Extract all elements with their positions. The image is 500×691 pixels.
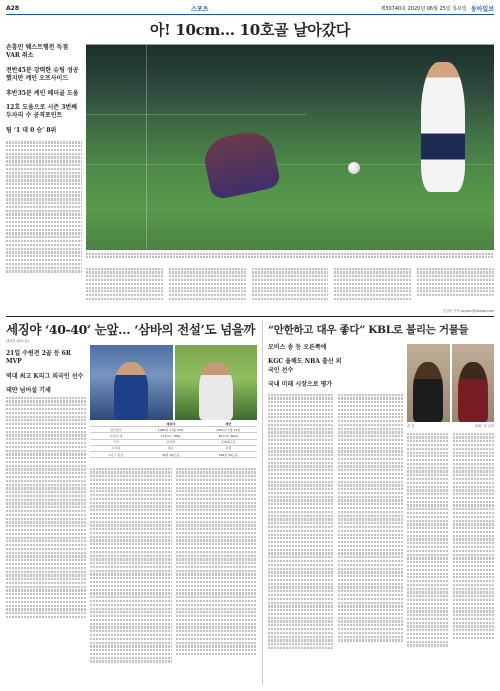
story3-deck-2: KGC 올해도 NBA 출신 외국인 선수 — [268, 358, 342, 374]
table-row: K리그 통산 40골 30도움 189골 45도움 — [90, 452, 257, 458]
story1-body-left — [6, 141, 82, 272]
story1-deck-5: 팀 ‘1 대 0 승’ 8위 — [6, 126, 57, 134]
story2-body-columns — [90, 466, 257, 676]
story1-photo-caption — [86, 252, 494, 260]
masthead-right — [380, 4, 494, 13]
section-divider — [6, 316, 494, 317]
table-row: 국적 브라질 몬테네그로 — [90, 440, 257, 446]
caption-left: 숀 롱 — [407, 424, 415, 428]
player-photo-clark — [452, 344, 495, 422]
story3-decks — [268, 344, 346, 396]
story3-body-columns-right — [407, 431, 494, 671]
player-photo-long — [407, 344, 450, 422]
soccer-ball — [348, 162, 360, 174]
issue-meta: 제30740호 2020년 06월 25일 목요일 — [380, 5, 467, 12]
story1-deck-2: 전반45분 강력한 슈팅 성공했지만 케인 오프사이드 — [6, 66, 79, 83]
top-rule — [6, 14, 494, 15]
striker-figure — [421, 62, 465, 192]
story3-body-columns — [268, 392, 403, 691]
newspaper-logo: 동아일보 — [470, 5, 494, 13]
player-photo-cesinha — [90, 345, 173, 420]
story2-deck-1: 21일 수원전 2골 등 6R MVP — [6, 350, 71, 366]
story3-photo-captions — [407, 423, 494, 428]
table-row: 키/몸무게 177cm, 78kg 187cm, 80kg — [90, 433, 257, 439]
story1-main-photo — [86, 44, 494, 250]
player-comparison-table — [90, 421, 257, 458]
story3-deck-1: 모비스 송 등 오른쪽에 — [268, 344, 327, 351]
header-cesinha: 세징야 — [166, 421, 175, 426]
section-name: 스포츠 — [191, 5, 209, 13]
story3-headline: “안한하고 대우 좋다” KBL로 불리는 거물들 — [268, 324, 469, 336]
story1-body-columns — [86, 266, 494, 312]
story3-deck-3: 국내 미래 시장으로 평가 — [268, 381, 333, 389]
story1-left-column — [6, 44, 82, 274]
header-dejan: 데얀 — [225, 421, 232, 426]
story2-headline: 세징야 ‘40-40’ 눈앞… ‘삼바의 전설’도 넘을까 — [6, 322, 256, 337]
story2-deck-2: 역대 최고 K리그 외국인 선수 — [6, 372, 84, 380]
story2-player-photos — [90, 345, 257, 420]
page-number: A28 — [6, 4, 19, 12]
story2-decks — [6, 350, 84, 402]
story2-subtitle: (40골 30도움) — [6, 339, 29, 343]
masthead — [6, 3, 494, 13]
table-row: 생년월일 1989년 11월 29일 1981년 7월 17일 — [90, 427, 257, 433]
story1-headline: 아! 10cm… 10호골 날아갔다 — [149, 21, 351, 39]
story1-deck-1: 손흥민 웨스트햄전 득점 VAR 취소 — [6, 44, 69, 60]
story1-deck-4: 12호 도움으로 시즌 3번째 두자리 수 공격포인트 — [6, 104, 77, 120]
story2-deck-3: 데얀 넘어설 기세 — [6, 387, 51, 395]
column-separator — [262, 320, 263, 685]
caption-right: KGC 얼 클락 — [475, 424, 494, 428]
story2-body-left — [6, 395, 86, 620]
table-row: 소속팀 대구 수원 — [90, 446, 257, 452]
story1-byline: 김상윤 기자 ysyoon@donga.com — [442, 309, 494, 313]
player-photo-dejan — [175, 345, 258, 420]
story1-deck-3: 후반35분 케인 헤더골 도움 — [6, 89, 79, 97]
story3-player-photos — [407, 344, 494, 422]
goalkeeper-figure — [201, 127, 282, 200]
